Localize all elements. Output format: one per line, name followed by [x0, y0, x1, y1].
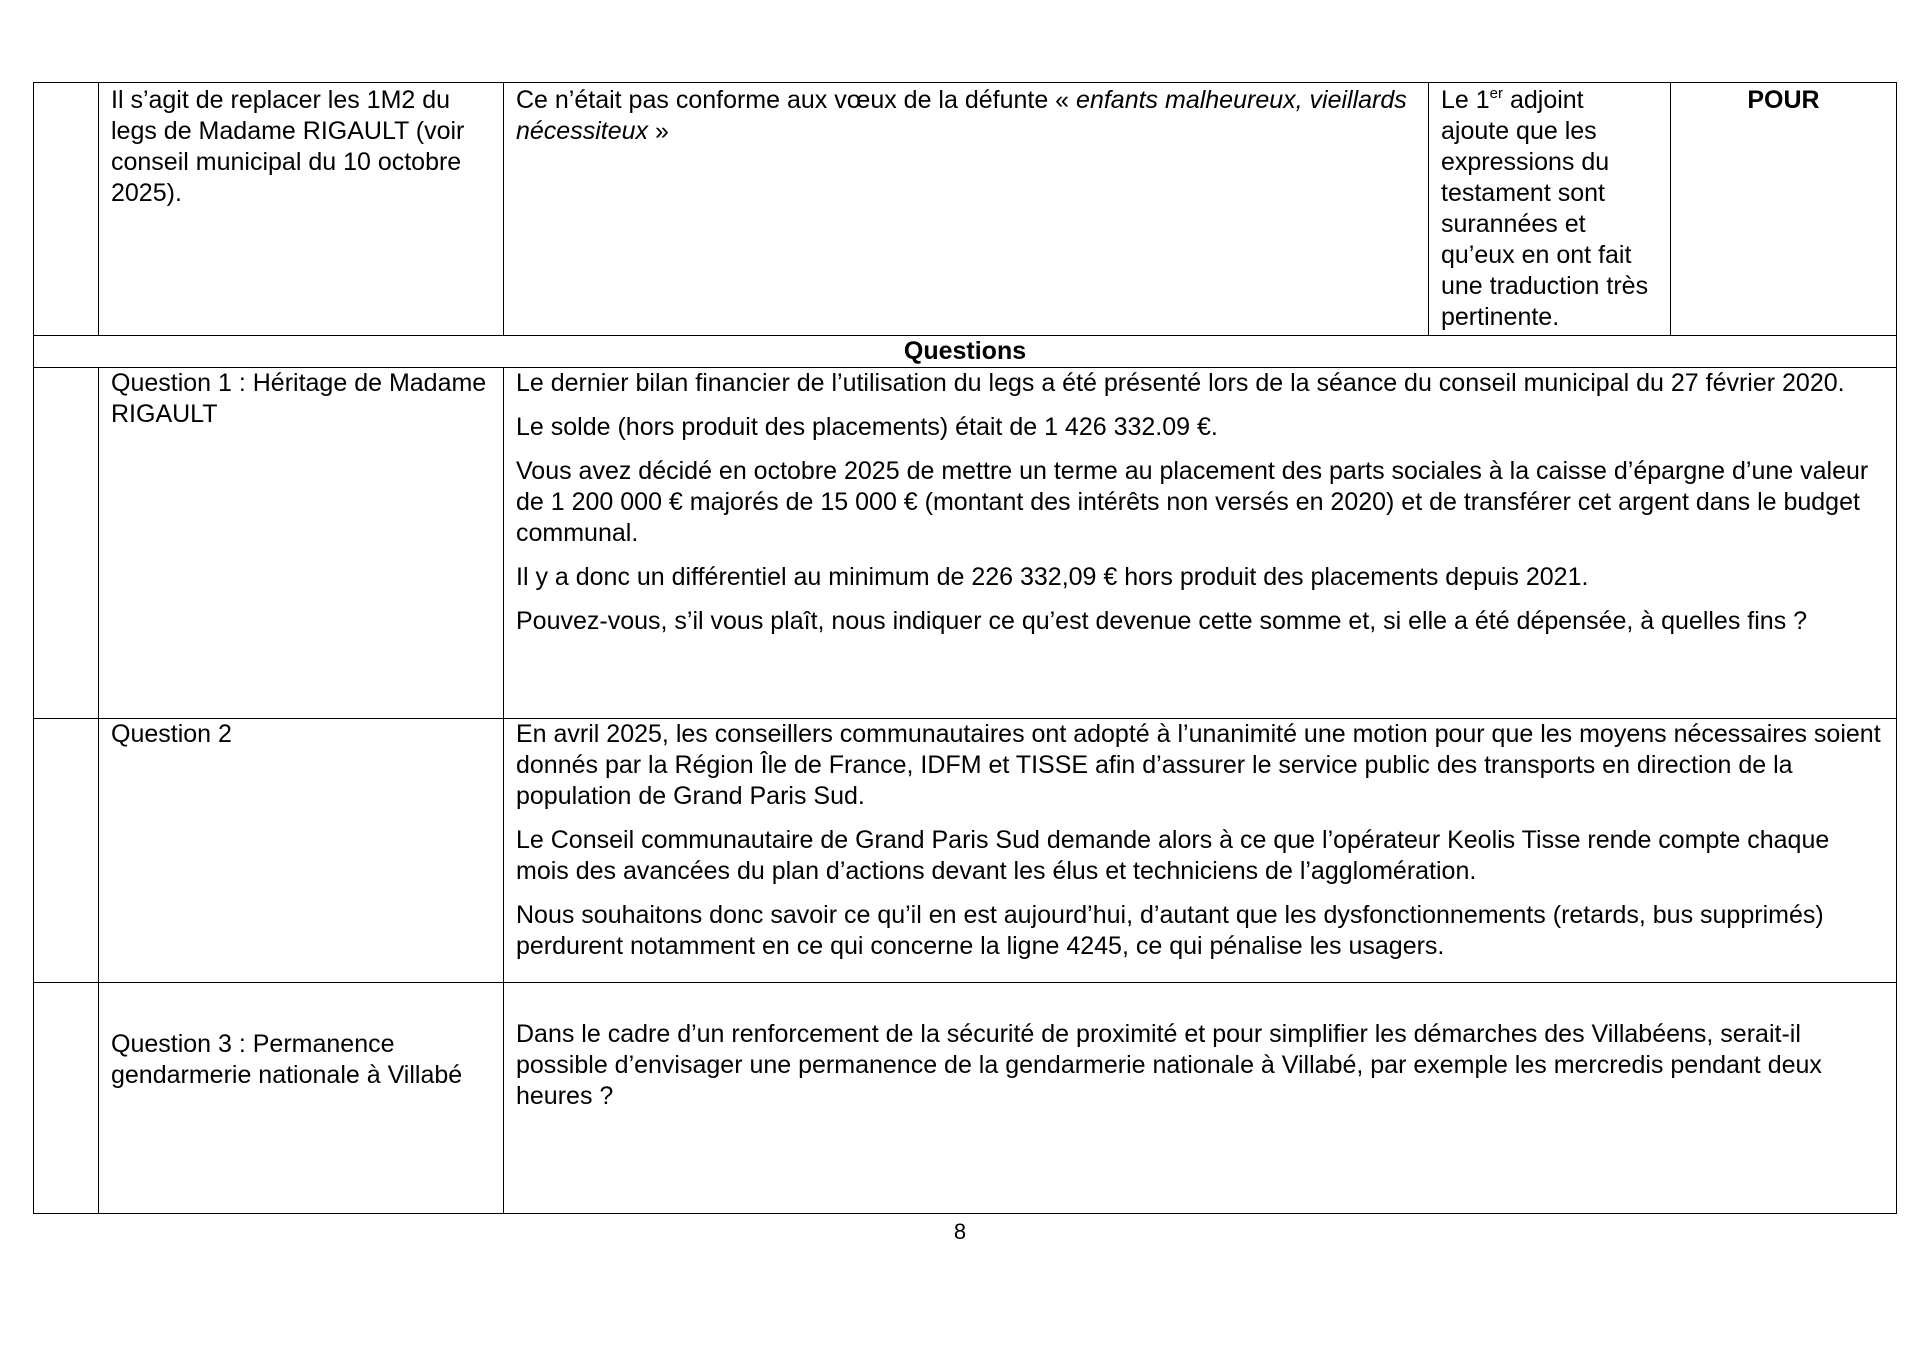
comment-cell: [1429, 83, 1671, 336]
comment-text: adjoint ajoute que les expressions du testament sont surannées et qu’eux en ont fait une traduction très pertinente.: [1441, 86, 1649, 331]
question-body-cell: [504, 983, 1897, 1214]
question-body-cell: [504, 719, 1897, 983]
vote-cell: [1671, 83, 1897, 336]
question-paragraph: En avril 2025, les conseillers communautaires ont adopté à l’unanimité une motion pour que les moyens nécessaires soient donnés par la Région Île de France, IDFM et TISSE afin d’assurer le service public des transports en direction de la population de Grand Paris Sud.: [516, 720, 1881, 810]
question-row: [34, 719, 1897, 983]
vote-result: POUR: [1747, 86, 1820, 114]
question-title-cell: [99, 719, 504, 983]
comment-le: Le 1: [1441, 86, 1490, 114]
question-paragraph: Le dernier bilan financier de l’utilisation du legs a été présenté lors de la séance du conseil municipal du 27 février 2020.: [516, 369, 1845, 397]
deliberation-row: [34, 83, 1897, 336]
question-title-cell: [99, 983, 504, 1214]
question-paragraph: Pouvez-vous, s’il vous plaît, nous indiquer ce qu’est devenue cette somme et, si elle a été dépensée, à quelles fins ?: [516, 607, 1808, 635]
question-paragraph: Nous souhaitons donc savoir ce qu’il en est aujourd’hui, d’autant que les dysfonctionnements (retards, bus supprimés) perdurent notamment en ce qui concerne la ligne 4245, ce qui pénalise les usagers.: [516, 901, 1824, 960]
question-title-cell: [99, 368, 504, 719]
subject-text: Il s’agit de replacer les 1M2 du legs de Madame RIGAULT (voir conseil municipal du 10 octobre 2025).: [111, 86, 465, 207]
question-row: [34, 983, 1897, 1214]
question-row: [34, 368, 1897, 719]
question-paragraph: Dans le cadre d’un renforcement de la sécurité de proximité et pour simplifier les démarches des Villabéens, serait-il possible d’envisager une permanence de la gendarmerie nationale à Villabé, par exemple les mercredis pendant deux heures ?: [516, 1020, 1822, 1110]
remark-quote: enfants malheureux, vieillards nécessiteux: [516, 86, 1407, 145]
question-body-cell: [504, 368, 1897, 719]
row-number-cell: [34, 719, 99, 983]
remark-prefix: Ce n’était pas conforme aux vœux de la défunte «: [516, 86, 1077, 114]
question-title: Question 2: [111, 720, 232, 748]
remark-suffix: »: [648, 117, 669, 145]
question-paragraph: Vous avez décidé en octobre 2025 de mettre un terme au placement des parts sociales à la caisse d’épargne d’une valeur de 1 200 000 € majorés de 15 000 € (montant des intérêts non versés en 2020) et de transférer cet argent dans le budget communal.: [516, 457, 1869, 547]
row-number-cell: [34, 83, 99, 336]
question-paragraph: Le Conseil communautaire de Grand Paris Sud demande alors à ce que l’opérateur Keolis Tisse rende compte chaque mois des avancées du plan d’actions devant les élus et techniciens de l’agglomération.: [516, 826, 1830, 885]
row-number-cell: [34, 983, 99, 1214]
subject-cell: [99, 83, 504, 336]
page-number: 8: [953, 1219, 967, 1244]
questions-header: Questions: [34, 336, 1897, 368]
questions-header-row: [34, 336, 1897, 368]
remark-cell: [504, 83, 1429, 336]
row-number-cell: [34, 368, 99, 719]
question-title: Question 3 : Permanence gendarmerie nationale à Villabé: [111, 1030, 463, 1089]
question-title: Question 1 : Héritage de Madame RIGAULT: [111, 369, 487, 428]
comment-superscript: er: [1489, 85, 1504, 102]
question-paragraph: Le solde (hors produit des placements) était de 1 426 332.09 €.: [516, 413, 1218, 441]
question-paragraph: Il y a donc un différentiel au minimum de 226 332,09 € hors produit des placements depuis 2021.: [516, 563, 1589, 591]
minutes-table: [33, 82, 1897, 1214]
